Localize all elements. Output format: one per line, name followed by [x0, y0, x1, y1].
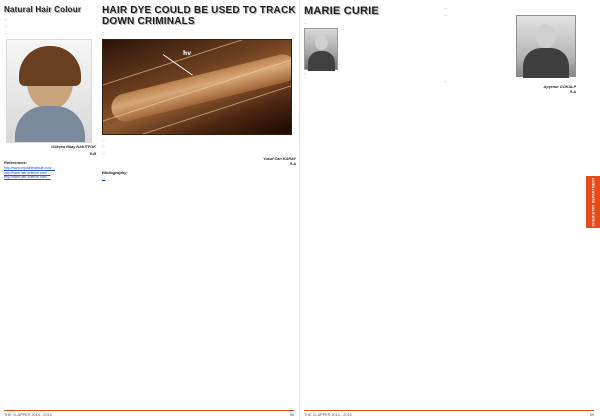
- article-paragraph: …: [341, 27, 345, 32]
- figure-author-class: 9-B: [89, 152, 96, 157]
- figure-author: Gökçen Nilay NAKITFOK: [51, 145, 96, 150]
- hair-fiber-image: [102, 39, 292, 135]
- hair-dye-article: [102, 6, 296, 181]
- bibliography-entry[interactable]: …: [102, 176, 106, 181]
- curie-laboratory-photo: [516, 15, 576, 77]
- article-paragraph: …: [444, 12, 448, 17]
- reference-link[interactable]: http://www.explainthatstuff.com/…: [4, 166, 56, 171]
- natural-hair-colour-article: [4, 6, 96, 179]
- footer-publication: THE CLAPPER 2014 - 2015: [304, 413, 352, 417]
- reference-link[interactable]: http://www.hair-science.com/…: [4, 175, 51, 180]
- article-paragraph: …: [304, 20, 308, 25]
- article-paragraph: …: [102, 144, 106, 149]
- marie-curie-article-col-a: [304, 6, 434, 78]
- article-paragraph: …: [102, 150, 106, 155]
- article-author-class: 9-A: [289, 162, 296, 167]
- article-title: MARIE CURIE: [304, 5, 379, 17]
- article-author-class: 9-A: [569, 90, 576, 95]
- right-footer: [304, 413, 594, 417]
- footer-rule: [4, 410, 294, 411]
- hair-colour-photo: [6, 39, 92, 143]
- article-paragraph: …: [4, 17, 8, 22]
- page-number: 58: [289, 413, 294, 417]
- article-paragraph: …: [102, 137, 106, 142]
- reference-link[interactable]: http://www.hair-science.com/…: [4, 170, 51, 175]
- article-paragraph: …: [444, 78, 448, 83]
- article-title: HAIR DYE COULD BE USED TO TRACK DOWN CRIMINALS: [102, 5, 296, 27]
- article-intro: …: [102, 30, 106, 34]
- department-side-label: CHEMISTRY DEPARTMENT: [586, 176, 600, 228]
- article-paragraph: …: [4, 30, 8, 35]
- article-paragraph: …: [444, 6, 448, 10]
- hv-label: hv: [183, 49, 192, 57]
- article-author: Yusuf Can KARAY: [263, 157, 296, 162]
- left-footer: [4, 413, 294, 417]
- article-title: Natural Hair Colour: [4, 5, 82, 14]
- curie-portrait-photo: [304, 28, 338, 70]
- references-heading: References:: [4, 160, 27, 166]
- article-paragraph: …: [304, 71, 308, 76]
- article-paragraph: …: [4, 23, 8, 28]
- footer-publication: THE CLAPPER 2014 - 2015: [4, 413, 52, 417]
- bibliography-heading: Bibliography:: [102, 170, 128, 176]
- footer-rule: [304, 410, 594, 411]
- article-author: Ayşenur GÖKALP: [543, 85, 576, 90]
- marie-curie-article-col-b: [444, 6, 576, 97]
- page-number: 59: [589, 413, 594, 417]
